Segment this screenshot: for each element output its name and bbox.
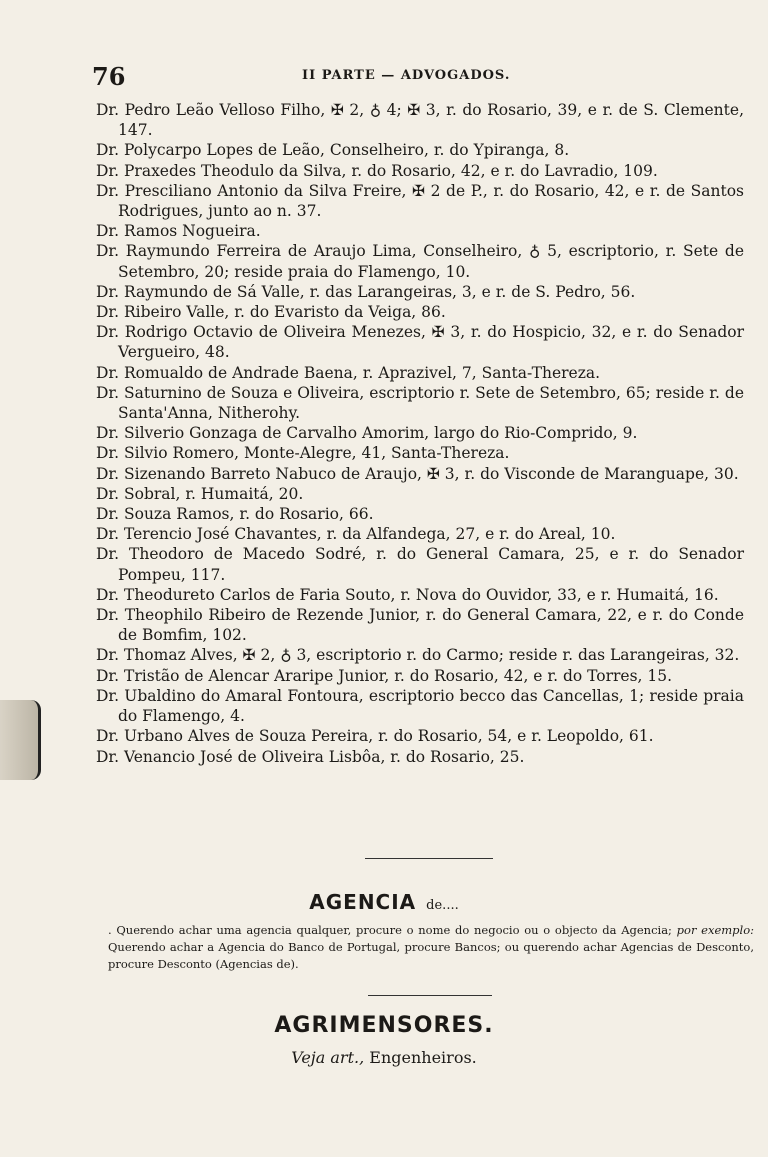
list-item: Dr. Theodureto Carlos de Faria Souto, r. Nova do Ouvidor, 33, e r. Humaitá, 16. <box>96 585 719 604</box>
list-item: Dr. Urbano Alves de Souza Pereira, r. do Rosario, 54, e r. Leopoldo, 61. <box>96 727 654 746</box>
page-edge-tab <box>0 700 41 780</box>
list-item: Dr. Rodrigo Octavio de Oliveira Menezes, ✠ 3, r. do Hospicio, 32, e r. do Senador Vergueiro, 48. <box>96 323 744 362</box>
section-divider <box>368 995 492 996</box>
list-item: Dr. Terencio José Chavantes, r. da Alfandega, 27, e r. do Areal, 10. <box>96 525 616 544</box>
agencia-heading-suffix: de.... <box>426 898 459 913</box>
directory-entries <box>96 100 744 767</box>
list-item: Dr. Ribeiro Valle, r. do Evaristo da Veiga, 86. <box>96 303 446 322</box>
agencia-note-part2: Querendo achar a Agencia do Banco de Portugal, procure Bancos; ou querendo achar Agencias de Desconto, procure Desconto (Agencias de). <box>108 940 754 971</box>
list-item: Dr. Praxedes Theodulo da Silva, r. do Rosario, 42, e r. do Lavradio, 109. <box>96 161 658 180</box>
list-item: Dr. Sizenando Barreto Nabuco de Araujo, ✠ 3, r. do Visconde de Maranguape, 30. <box>96 464 739 483</box>
agencia-note-part1: . Querendo achar uma agencia qualquer, procure o nome do negocio ou o objecto da Agencia; <box>108 923 672 937</box>
list-item: Dr. Presciliano Antonio da Silva Freire, ✠ 2 de P., r. do Rosario, 42, e r. de Santos Rodrigues, junto ao n. 37. <box>96 181 744 221</box>
agrimensores-heading: AGRIMENSORES. <box>274 1013 494 1038</box>
agencia-note <box>108 922 754 973</box>
running-head: II PARTE — ADVOGADOS. <box>302 68 511 83</box>
see-target: Engenheiros. <box>369 1048 477 1067</box>
list-item: Dr. Ubaldino do Amaral Fontoura, escriptorio becco das Cancellas, 1; reside praia do Flamengo, 4. <box>96 686 744 726</box>
agencia-heading: AGENCIA <box>309 890 417 914</box>
list-item: Dr. Saturnino de Souza e Oliveira, escriptorio r. Sete de Setembro, 65; reside r. de Santa'Anna, Nitherohy. <box>96 383 744 423</box>
list-item: Dr. Tristão de Alencar Araripe Junior, r. do Rosario, 42, e r. do Torres, 15. <box>96 666 673 685</box>
page-number: 76 <box>92 62 126 91</box>
list-item: Dr. Raymundo Ferreira de Araujo Lima, Conselheiro, ♁ 5, escriptorio, r. Sete de Setembro, 20; reside praia do Flamengo, 10. <box>96 242 744 281</box>
agencia-note-example-label: por exemplo: <box>676 923 754 937</box>
list-item: Dr. Silverio Gonzaga de Carvalho Amorim, largo do Rio-Comprido, 9. <box>96 424 638 443</box>
list-item: Dr. Ramos Nogueira. <box>96 222 261 241</box>
agrimensores-cross-reference <box>0 1048 768 1067</box>
see-label: Veja art., <box>291 1048 365 1067</box>
list-item: Dr. Thomaz Alves, ✠ 2, ♁ 3, escriptorio r. do Carmo; reside r. das Larangeiras, 32. <box>96 646 740 665</box>
list-item: Dr. Pedro Leão Velloso Filho, ✠ 2, ♁ 4; ✠ 3, r. do Rosario, 39, e r. de S. Clemente, 147. <box>96 101 744 140</box>
page-header <box>92 62 732 92</box>
list-item: Dr. Raymundo de Sá Valle, r. das Larangeiras, 3, e r. de S. Pedro, 56. <box>96 282 636 301</box>
list-item: Dr. Romualdo de Andrade Baena, r. Aprazivel, 7, Santa-Thereza. <box>96 363 601 382</box>
list-item: Dr. Polycarpo Lopes de Leão, Conselheiro, r. do Ypiranga, 8. <box>96 141 570 160</box>
agencia-section-title <box>0 890 768 914</box>
list-item: Dr. Theodoro de Macedo Sodré, r. do General Camara, 25, e r. do Senador Pompeu, 117. <box>96 545 744 584</box>
list-item: Dr. Sobral, r. Humaitá, 20. <box>96 484 304 503</box>
list-item: Dr. Theophilo Ribeiro de Rezende Junior, r. do General Camara, 22, e r. do Conde de Bomfim, 102. <box>96 606 744 645</box>
list-item: Dr. Silvio Romero, Monte-Alegre, 41, Santa-Thereza. <box>96 444 510 463</box>
list-item: Dr. Souza Ramos, r. do Rosario, 66. <box>96 505 374 524</box>
section-divider <box>365 858 493 859</box>
list-item: Dr. Venancio José de Oliveira Lisbôa, r. do Rosario, 25. <box>96 747 525 766</box>
